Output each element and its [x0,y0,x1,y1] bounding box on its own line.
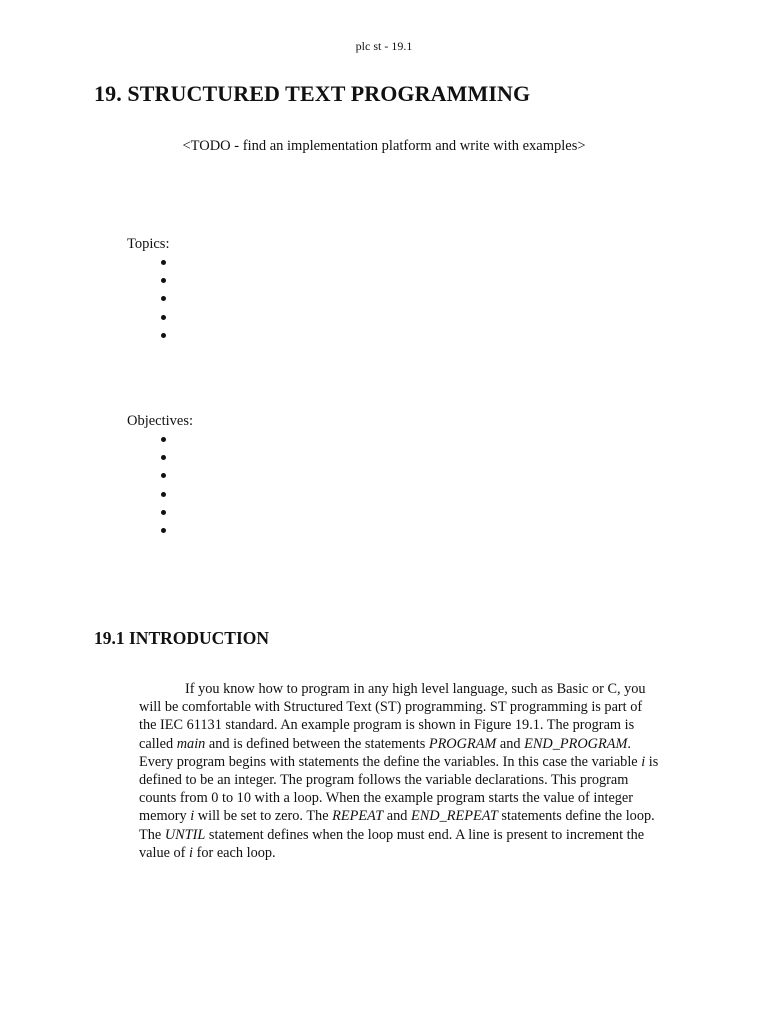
paragraph-line: called main and is defined between the statements PROGRAM and END_PROGRAM. [139,735,631,752]
bullet-icon [161,296,166,301]
list-item [127,521,193,539]
bullet-icon [161,492,166,497]
running-header: plc st - 19.1 [355,39,413,53]
variable-i: i [190,808,195,825]
keyword-end-repeat: END_REPEAT [411,808,498,825]
topics-label: Topics: [127,236,170,252]
paragraph-line: the IEC 61131 standard. An example program is shown in Figure 19.1. The program is [139,717,635,734]
bullet-icon [161,315,166,320]
list-item [127,308,169,326]
keyword-repeat: REPEAT [332,808,384,825]
bullet-icon [161,528,166,533]
objectives-label: Objectives: [127,413,194,429]
keyword-main: main [176,735,206,752]
variable-i: i [641,753,646,770]
section-heading: 19.1 INTRODUCTION [94,628,270,648]
list-item [127,253,169,271]
paragraph-line: value of i for each loop. [139,844,276,861]
objectives-section [127,412,193,539]
topics-list [127,253,169,344]
keyword-end-program: END_PROGRAM [524,735,628,752]
chapter-title: 19. STRUCTURED TEXT PROGRAMMING [94,81,531,106]
todo-note: <TODO - find an implementation platform and write with examples> [182,138,586,154]
list-item [127,326,169,344]
list-item [127,271,169,289]
bullet-icon [161,260,166,265]
paragraph-line: counts from 0 to 10 with a loop. When the example program starts the value of integer [139,790,634,807]
intro-paragraph [139,680,687,862]
paragraph-line: If you know how to program in any high level language, such as Basic or C, you [185,681,646,697]
bullet-icon [161,278,166,283]
bullet-icon [161,437,166,442]
bullet-icon [161,510,166,515]
paragraph-line: The UNTIL statement defines when the loop must end. A line is present to increment the [139,826,645,843]
bullet-icon [161,333,166,338]
bullet-icon [161,473,166,478]
keyword-until: UNTIL [164,826,206,843]
list-item [127,430,193,448]
paragraph-line: Every program begins with statements the define the variables. In this case the variable i is [139,753,659,770]
paragraph-line: memory i will be set to zero. The REPEAT and END_REPEAT statements define the loop. [139,808,655,825]
topics-section [127,235,169,344]
list-item [127,485,193,503]
paragraph-line: defined to be an integer. The program follows the variable declarations. This program [139,772,629,789]
variable-i: i [189,844,194,861]
keyword-program: PROGRAM [428,735,497,752]
objectives-list [127,430,193,539]
list-item [127,448,193,466]
paragraph-line: will be comfortable with Structured Text (ST) programming. ST programming is part of [139,699,643,716]
bullet-icon [161,455,166,460]
list-item [127,289,169,307]
list-item [127,466,193,484]
list-item [127,503,193,521]
